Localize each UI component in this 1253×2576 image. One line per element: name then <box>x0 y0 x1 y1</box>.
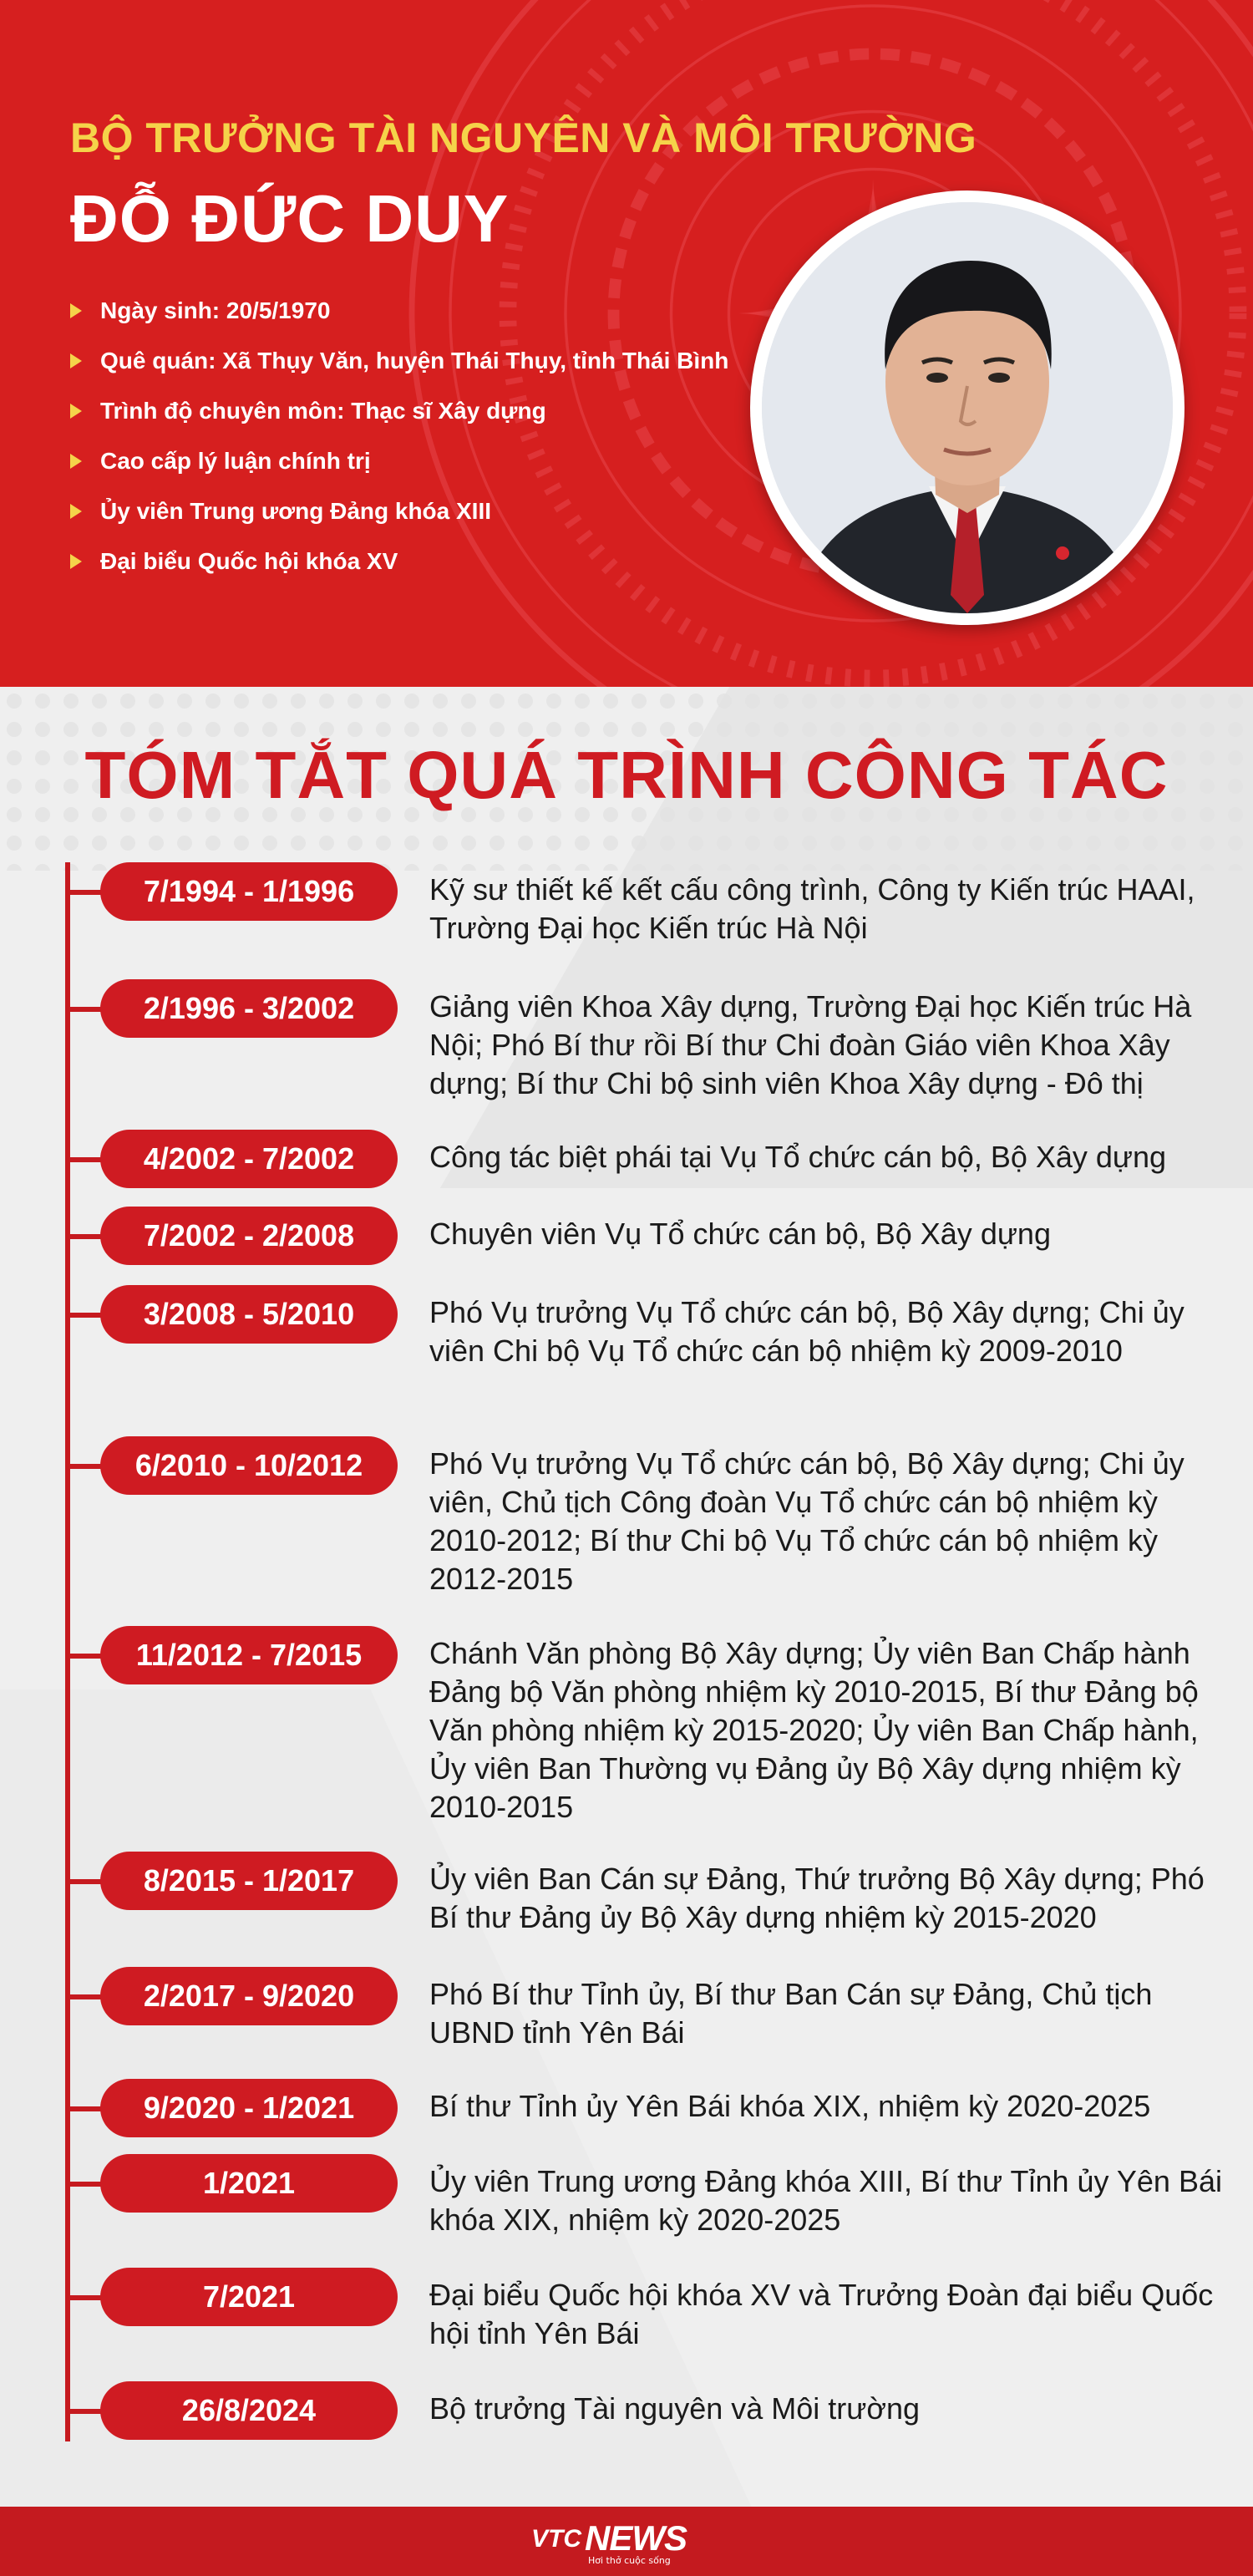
timeline-date-pill: 4/2002 - 7/2002 <box>100 1130 398 1188</box>
triangle-bullet-icon <box>70 353 82 368</box>
timeline-description: Đại biểu Quốc hội khóa XV và Trưởng Đoàn đại biểu Quốc hội tỉnh Yên Bái <box>429 2278 1214 2350</box>
timeline-date-pill: 6/2010 - 10/2012 <box>100 1436 398 1495</box>
timeline-description: Phó Vụ trưởng Vụ Tổ chức cán bộ, Bộ Xây dựng; Chi ủy viên, Chủ tịch Công đoàn Vụ Tổ chức cán bộ nhiệm kỳ 2010-2012; Bí thư Chi bộ Vụ Tổ chức cán bộ nhiệm kỳ 2012-2015 <box>429 1446 1185 1596</box>
timeline-date-pill: 3/2008 - 5/2010 <box>100 1285 398 1344</box>
fact-text: Ủy viên Trung ương Đảng khóa XIII <box>100 498 492 524</box>
timeline-date-pill: 9/2020 - 1/2021 <box>100 2079 398 2137</box>
timeline-line <box>65 862 70 2441</box>
fact-item <box>70 486 728 536</box>
header-banner <box>0 0 1253 687</box>
timeline-date-pill: 26/8/2024 <box>100 2381 398 2440</box>
timeline-description: Ủy viên Ban Cán sự Đảng, Thứ trưởng Bộ Xây dựng; Phó Bí thư Đảng ủy Bộ Xây dựng nhiệm kỳ 2015-2020 <box>429 1862 1205 1934</box>
timeline-date-pill: 7/2021 <box>100 2268 398 2326</box>
timeline-date-pill: 7/2002 - 2/2008 <box>100 1207 398 1265</box>
logo-vtc-text: VTC <box>531 2525 581 2553</box>
fact-text: Trình độ chuyên môn: Thạc sĩ Xây dựng <box>100 398 546 424</box>
timeline-date-pill: 8/2015 - 1/2017 <box>100 1852 398 1910</box>
fact-item <box>70 336 728 386</box>
career-section <box>0 687 1253 2507</box>
timeline-description: Chánh Văn phòng Bộ Xây dựng; Ủy viên Ban Chấp hành Đảng bộ Văn phòng nhiệm kỳ 2010-2015, Bí thư Đảng bộ Văn phòng nhiệm kỳ 2015-2020; Ủy viên Ban Chấp hành, Ủy viên Ban Thường vụ Đảng ủy Bộ Xây dựng nhiệm kỳ 2010-2015 <box>429 1636 1199 1824</box>
fact-item <box>70 536 728 587</box>
timeline-description: Ủy viên Trung ương Đảng khóa XIII, Bí thư Tỉnh ủy Yên Bái khóa XIX, nhiệm kỳ 2020-2025 <box>429 2164 1222 2237</box>
timeline-description: Phó Bí thư Tỉnh ủy, Bí thư Ban Cán sự Đảng, Chủ tịch UBND tỉnh Yên Bái <box>429 1977 1153 2050</box>
portrait-illustration <box>762 202 1173 613</box>
personal-facts-list <box>70 286 728 587</box>
timeline-date-pill: 2/2017 - 9/2020 <box>100 1967 398 2025</box>
fact-item <box>70 286 728 336</box>
timeline-date-pill: 2/1996 - 3/2002 <box>100 979 398 1038</box>
timeline-description: Công tác biệt phái tại Vụ Tổ chức cán bộ, Bộ Xây dựng <box>429 1140 1167 1174</box>
triangle-bullet-icon <box>70 454 82 469</box>
logo-tagline: Hơi thở cuộc sống <box>588 2555 671 2566</box>
triangle-bullet-icon <box>70 554 82 569</box>
triangle-bullet-icon <box>70 303 82 318</box>
fact-text: Đại biểu Quốc hội khóa XV <box>100 548 398 574</box>
portrait-photo <box>762 202 1173 613</box>
minister-name: ĐỖ ĐỨC DUY <box>70 181 510 256</box>
timeline-date-pill: 11/2012 - 7/2015 <box>100 1626 398 1684</box>
timeline-description: Bộ trưởng Tài nguyên và Môi trường <box>429 2391 921 2426</box>
fact-text: Ngày sinh: 20/5/1970 <box>100 297 331 323</box>
fact-item <box>70 386 728 436</box>
minister-role-title: BỘ TRƯỞNG TÀI NGUYÊN VÀ MÔI TRƯỜNG <box>70 114 977 161</box>
triangle-bullet-icon <box>70 404 82 419</box>
timeline-description: Phó Vụ trưởng Vụ Tổ chức cán bộ, Bộ Xây dựng; Chi ủy viên Chi bộ Vụ Tổ chức cán bộ nhiệm kỳ 2009-2010 <box>429 1295 1185 1368</box>
vtcnews-logo <box>531 2518 722 2565</box>
timeline-description: Chuyên viên Vụ Tổ chức cán bộ, Bộ Xây dựng <box>429 1217 1051 1251</box>
timeline-description: Giảng viên Khoa Xây dựng, Trường Đại học Kiến trúc Hà Nội; Phó Bí thư rồi Bí thư Chi đoàn Giáo viên Khoa Xây dựng; Bí thư Chi bộ sinh viên Khoa Xây dựng - Đô thị <box>429 989 1192 1100</box>
logo-news-text: NEWS <box>585 2518 687 2558</box>
timeline-description: Kỹ sư thiết kế kết cấu công trình, Công ty Kiến trúc HAAI, Trường Đại học Kiến trúc Hà Nội <box>429 872 1195 945</box>
section-title: TÓM TẮT QUÁ TRÌNH CÔNG TÁC <box>84 738 1169 812</box>
timeline-date-pill: 7/1994 - 1/1996 <box>100 862 398 921</box>
fact-text: Cao cấp lý luận chính trị <box>100 448 371 474</box>
triangle-bullet-icon <box>70 504 82 519</box>
timeline-description: Bí thư Tỉnh ủy Yên Bái khóa XIX, nhiệm kỳ 2020-2025 <box>429 2089 1151 2123</box>
fact-text: Quê quán: Xã Thụy Văn, huyện Thái Thụy, tỉnh Thái Bình <box>100 348 729 373</box>
footer-bar <box>0 2507 1253 2576</box>
fact-item <box>70 436 728 486</box>
timeline-date-pill: 1/2021 <box>100 2154 398 2213</box>
